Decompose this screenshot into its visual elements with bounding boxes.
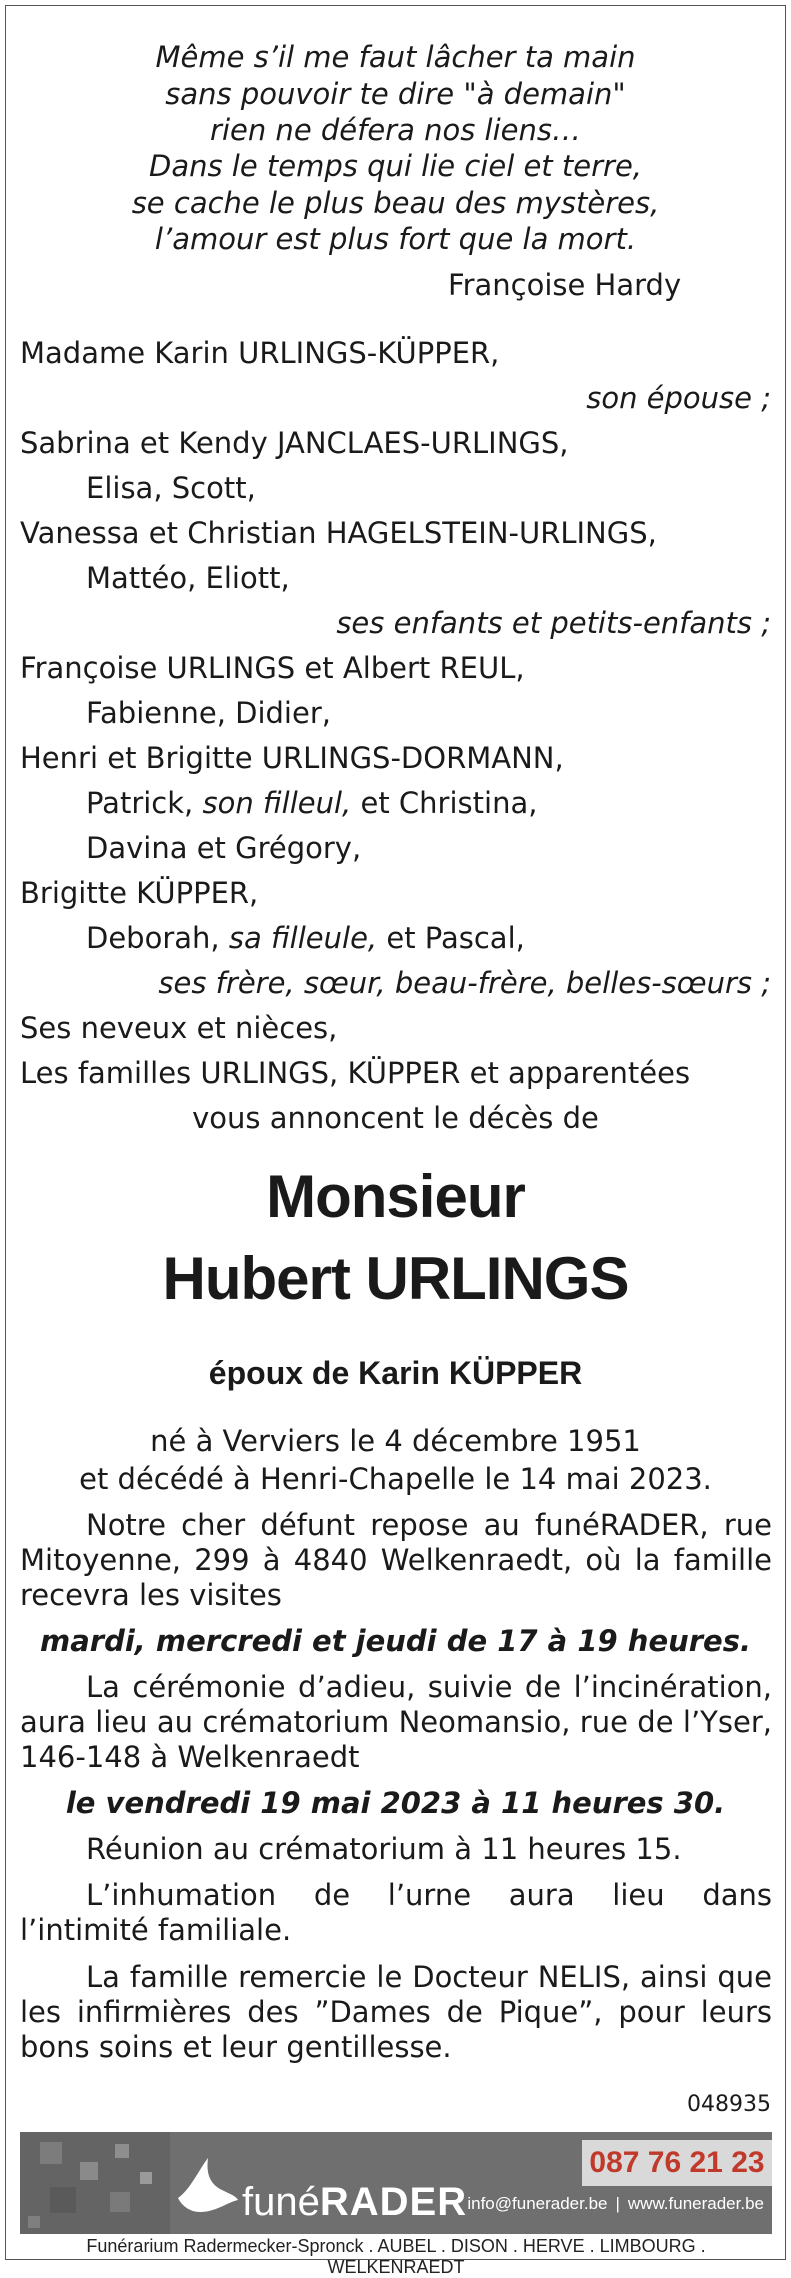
sibling-line: Henri et Brigitte URLINGS-DORMANN, xyxy=(20,741,564,775)
thanks-line: bons soins et leur gentillesse. xyxy=(20,2030,452,2064)
nephews-line: Fabienne, Didier, xyxy=(86,696,331,730)
ceremony-line: aura lieu au crématorium Neomansio, rue de l’Yser, xyxy=(20,1705,772,1739)
funeral-home-banner xyxy=(20,2132,772,2234)
thanks-line: La famille remercie le Docteur NELIS, ainsi que xyxy=(86,1960,772,1994)
poem-line: Dans le temps qui lie ciel et terre, xyxy=(148,149,643,183)
nephews-nieces-line: Ses neveux et nièces, xyxy=(20,1011,338,1045)
phone-number[interactable]: 087 76 21 23 xyxy=(582,2140,772,2186)
goddaughter-role: sa filleule, xyxy=(228,921,378,955)
godson-role: son filleul, xyxy=(202,786,352,820)
burial-line: l’intimité familiale. xyxy=(20,1913,292,1947)
repose-line: Mitoyenne, 299 à 4840 Welkenraedt, où la famille xyxy=(20,1543,772,1577)
sibling-line: Françoise URLINGS et Albert REUL, xyxy=(20,651,525,685)
poem-line: sans pouvoir te dire "à demain" xyxy=(165,77,626,111)
grandchildren-line: Elisa, Scott, xyxy=(86,471,256,505)
children-role: ses enfants et petits-enfants ; xyxy=(336,606,771,640)
email-link[interactable]: info@funerader.be xyxy=(467,2194,608,2213)
meeting-line: Réunion au crématorium à 11 heures 15. xyxy=(86,1832,682,1866)
nephew-partner: et Christina, xyxy=(360,786,538,820)
niece-name: Deborah, xyxy=(86,921,220,955)
funerader-logo: funéRADER xyxy=(242,2180,468,2224)
child-line: Sabrina et Kendy JANCLAES-URLINGS, xyxy=(20,426,569,460)
contact-line: info@funerader.be | www.funerader.be xyxy=(467,2194,764,2213)
niece-partner: et Pascal, xyxy=(386,921,525,955)
spouse-line: Madame Karin URLINGS-KÜPPER, xyxy=(20,336,500,370)
poem-line: l’amour est plus fort que la mort. xyxy=(154,222,637,256)
poem-author: Françoise Hardy xyxy=(448,268,682,302)
nephews-line: Davina et Grégory, xyxy=(86,831,362,865)
burial-line: L’inhumation de l’urne aura lieu dans xyxy=(86,1878,772,1912)
ceremony-line: La cérémonie d’adieu, suivie de l’incinération, xyxy=(86,1670,772,1704)
ceremony-date: le vendredi 19 mai 2023 à 11 heures 30. xyxy=(65,1786,726,1820)
goddaughter-line xyxy=(86,921,525,955)
spouse-role: son épouse ; xyxy=(586,381,771,415)
poem-line: rien ne défera nos liens… xyxy=(210,113,581,147)
siblings-role: ses frère, sœur, beau-frère, belles-sœurs ; xyxy=(158,966,771,1000)
repose-line: Notre cher défunt repose au funéRADER, rue xyxy=(86,1508,772,1542)
poem-line: Même s’il me faut lâcher ta main xyxy=(155,40,636,74)
website-link[interactable]: www.funerader.be xyxy=(627,2194,764,2213)
funeral-home-footer: Funérarium Radermecker-Spronck . AUBEL . DISON . HERVE . LIMBOURG . WELKENRAEDT xyxy=(86,2236,706,2277)
announcement-line: vous annoncent le décès de xyxy=(192,1101,599,1135)
grandchildren-line: Mattéo, Eliott, xyxy=(86,561,290,595)
deceased-name: Hubert URLINGS xyxy=(162,1245,629,1312)
godson-line xyxy=(86,786,537,820)
birth-line: né à Verviers le 4 décembre 1951 xyxy=(150,1424,641,1458)
dove-icon xyxy=(170,2150,240,2220)
death-line: et décédé à Henri-Chapelle le 14 mai 2023. xyxy=(79,1462,712,1496)
child-line: Vanessa et Christian HAGELSTEIN-URLINGS, xyxy=(20,516,657,550)
spouse-of-line: époux de Karin KÜPPER xyxy=(208,1355,583,1391)
thanks-line: les infirmières des ”Dames de Pique”, pour leurs xyxy=(20,1995,772,2029)
sibling-line: Brigitte KÜPPER, xyxy=(20,876,259,910)
repose-line: recevra les visites xyxy=(20,1578,282,1612)
ceremony-line: 146-148 à Welkenraedt xyxy=(20,1740,360,1774)
nephew-name: Patrick, xyxy=(86,786,194,820)
pixel-pattern-icon xyxy=(20,2132,170,2234)
poem-line: se cache le plus beau des mystères, xyxy=(131,186,660,220)
reference-number: 048935 xyxy=(687,2092,771,2117)
visits-line: mardi, mercredi et jeudi de 17 à 19 heures. xyxy=(39,1624,752,1658)
families-line: Les familles URLINGS, KÜPPER et apparentées xyxy=(20,1056,691,1090)
deceased-title: Monsieur xyxy=(266,1163,525,1230)
